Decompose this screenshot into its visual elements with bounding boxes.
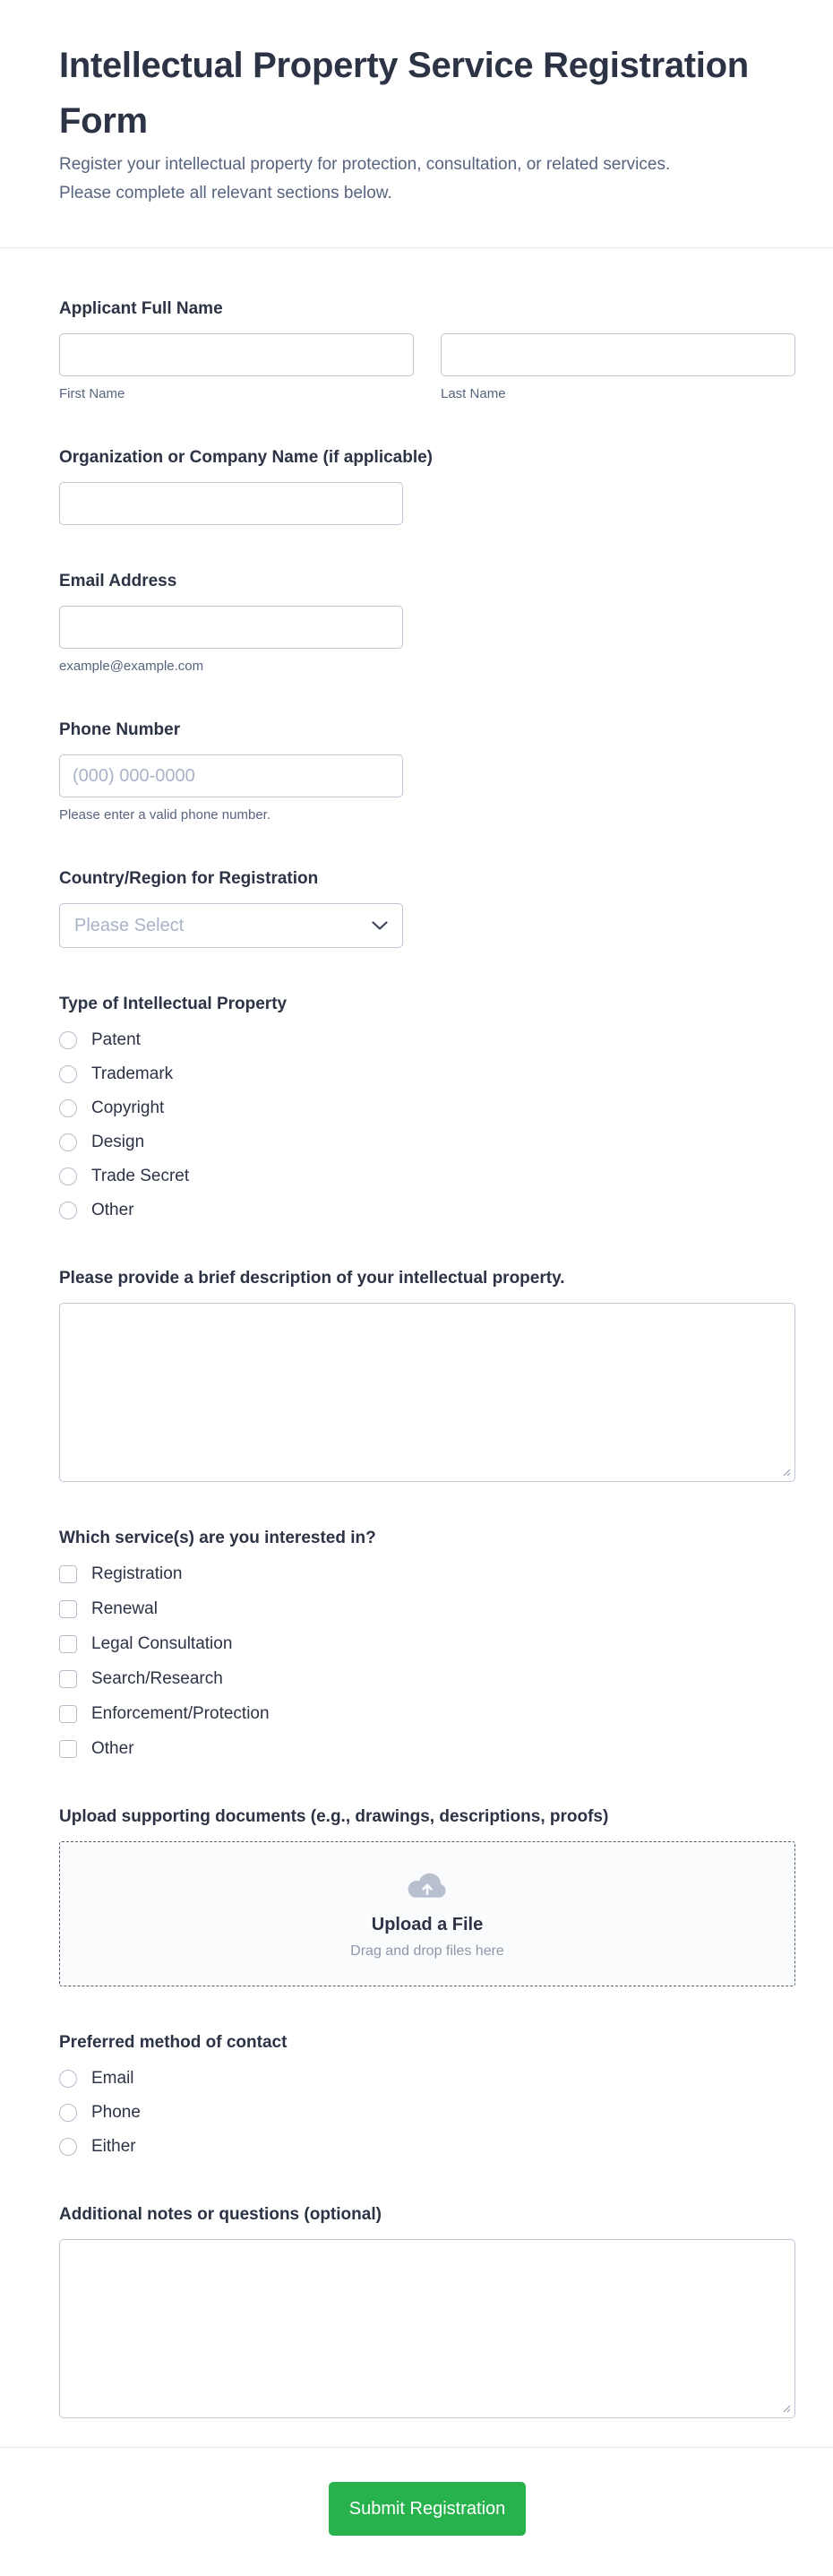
radio-button[interactable] [59,1065,77,1083]
organization-label: Organization or Company Name (if applicable) [59,448,434,467]
last-name-col [441,333,795,401]
form-subtitle-line2: Please complete all relevant sections below. [59,184,392,202]
checkbox-option-registration[interactable]: Registration [59,1563,795,1586]
radio-option-email[interactable]: Email [59,2067,795,2090]
checkbox[interactable] [59,1705,77,1723]
notes-label: Additional notes or questions (optional) [59,2205,382,2224]
country-select-value: Please Select [74,915,185,935]
radio-option-patent[interactable]: Patent [59,1029,795,1052]
first-name-sublabel: First Name [59,386,125,401]
field-services [59,1527,795,1761]
checkbox-option-legal-consultation[interactable]: Legal Consultation [59,1633,795,1656]
last-name-sublabel: Last Name [441,386,506,401]
radio-option-trade-secret[interactable]: Trade Secret [59,1165,795,1188]
field-email [59,570,795,674]
services-label: Which service(s) are you interested in? [59,1529,376,1547]
radio-button[interactable] [59,1031,77,1049]
ip-type-label: Type of Intellectual Property [59,995,288,1013]
field-ip-type [59,993,795,1222]
upload-label: Upload supporting documents (e.g., drawings, descriptions, proofs) [59,1807,609,1826]
field-phone [59,719,795,823]
checkbox-option-renewal[interactable]: Renewal [59,1598,795,1621]
field-notes [59,2203,795,2418]
form-subtitle [59,151,795,208]
description-textarea[interactable] [59,1303,795,1482]
radio-button[interactable] [59,2138,77,2156]
form-subtitle-line1: Register your intellectual property for protection, consultation, or related services. [59,155,671,174]
country-label: Country/Region for Registration [59,869,319,888]
radio-button[interactable] [59,1133,77,1151]
submit-button[interactable]: Submit Registration [329,2482,526,2536]
radio-option-either[interactable]: Either [59,2135,795,2158]
radio-button[interactable] [59,1099,77,1117]
form-header [0,0,833,248]
checkbox[interactable] [59,1635,77,1653]
field-description [59,1267,795,1482]
radio-option-design[interactable]: Design [59,1131,795,1154]
checkbox[interactable] [59,1740,77,1758]
upload-hint: Drag and drop files here [350,1943,504,1959]
form-body [0,248,833,2448]
country-select[interactable] [59,903,403,948]
checkbox[interactable] [59,1565,77,1583]
phone-input[interactable] [59,754,403,797]
file-upload-dropzone[interactable] [59,1841,795,1986]
checkbox[interactable] [59,1600,77,1618]
checkbox-option-enforcement-protection[interactable]: Enforcement/Protection [59,1702,795,1726]
resize-handle-icon[interactable] [781,2403,791,2413]
radio-option-phone[interactable]: Phone [59,2101,795,2124]
field-contact-method [59,2031,795,2158]
resize-handle-icon[interactable] [781,1467,791,1477]
phone-sublabel: Please enter a valid phone number. [59,807,271,823]
form-title: Intellectual Property Service Registration Form [59,46,749,141]
field-country [59,867,795,948]
field-organization [59,446,795,525]
chevron-down-icon [372,921,388,931]
radio-button[interactable] [59,1167,77,1185]
checkbox[interactable] [59,1670,77,1688]
field-upload [59,1805,795,1986]
radio-option-copyright[interactable]: Copyright [59,1097,795,1120]
form-footer [0,2448,833,2536]
last-name-input[interactable] [441,333,795,376]
applicant-name-label: Applicant Full Name [59,299,223,318]
radio-button[interactable] [59,1202,77,1219]
phone-label: Phone Number [59,720,181,739]
description-label: Please provide a brief description of your intellectual property. [59,1269,565,1288]
radio-option-trademark[interactable]: Trademark [59,1063,795,1086]
checkbox-option-other[interactable]: Other [59,1737,795,1761]
upload-cloud-icon [405,1869,450,1902]
first-name-input[interactable] [59,333,414,376]
upload-button-text: Upload a File [371,1914,484,1934]
email-input[interactable] [59,606,403,649]
name-inputs-row [59,333,795,401]
notes-textarea[interactable] [59,2239,795,2418]
radio-button[interactable] [59,2070,77,2088]
radio-option-other[interactable]: Other [59,1199,795,1222]
organization-input[interactable] [59,482,403,525]
contact-method-label: Preferred method of contact [59,2033,288,2052]
description-textarea-wrap [59,1303,795,1482]
checkbox-option-search-research[interactable]: Search/Research [59,1667,795,1691]
email-sublabel: example@example.com [59,659,204,674]
email-label: Email Address [59,572,177,590]
field-applicant-name [59,297,795,401]
notes-textarea-wrap [59,2239,795,2418]
first-name-col [59,333,414,401]
radio-button[interactable] [59,2104,77,2122]
